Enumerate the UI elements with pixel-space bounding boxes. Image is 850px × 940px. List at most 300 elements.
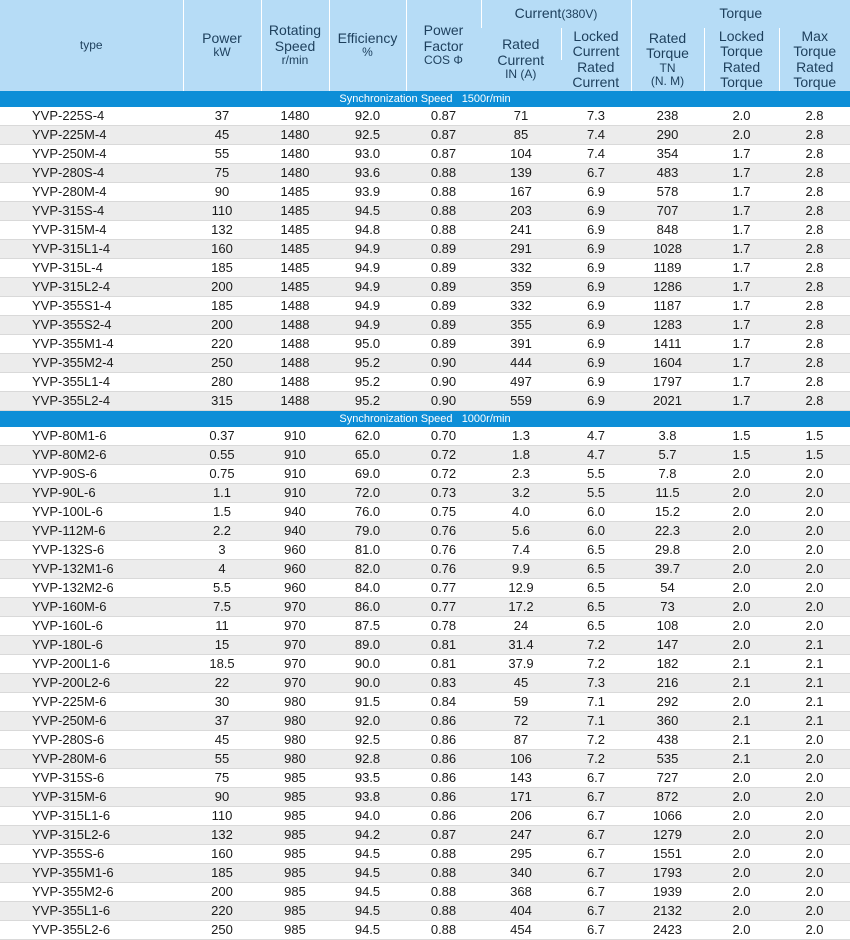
cell-speed: 980: [261, 711, 329, 730]
cell-speed: 910: [261, 464, 329, 483]
cell-locked-torque-ratio: 1.5: [704, 445, 779, 464]
table-row: [0, 654, 850, 673]
cell-efficiency: 95.2: [329, 353, 406, 372]
cell-type: YVP-160L-6: [0, 616, 183, 635]
cell-locked-current-ratio: 5.5: [561, 483, 631, 502]
cell-max-torque-ratio: 2.0: [779, 787, 850, 806]
cell-rated-current: 45: [481, 673, 561, 692]
cell-locked-torque-ratio: 2.0: [704, 825, 779, 844]
cell-efficiency: 65.0: [329, 445, 406, 464]
cell-locked-current-ratio: 6.7: [561, 844, 631, 863]
cell-type: YVP-355L2-4: [0, 391, 183, 410]
cell-efficiency: 89.0: [329, 635, 406, 654]
cell-max-torque-ratio: 2.1: [779, 673, 850, 692]
cell-efficiency: 90.0: [329, 654, 406, 673]
cell-power-factor: 0.89: [406, 258, 481, 277]
cell-locked-current-ratio: 6.9: [561, 296, 631, 315]
cell-rated-torque: 1066: [631, 806, 704, 825]
cell-efficiency: 92.5: [329, 125, 406, 144]
cell-locked-current-ratio: 6.7: [561, 882, 631, 901]
cell-speed: 1488: [261, 296, 329, 315]
cell-power-factor: 0.88: [406, 220, 481, 239]
cell-locked-current-ratio: 7.3: [561, 107, 631, 126]
cell-max-torque-ratio: 2.8: [779, 163, 850, 182]
cell-power: 160: [183, 844, 261, 863]
cell-type: YVP-355S1-4: [0, 296, 183, 315]
cell-max-torque-ratio: 2.1: [779, 711, 850, 730]
table-row: [0, 749, 850, 768]
cell-power-factor: 0.88: [406, 201, 481, 220]
cell-locked-current-ratio: 7.1: [561, 692, 631, 711]
cell-rated-current: 497: [481, 372, 561, 391]
cell-power: 55: [183, 144, 261, 163]
cell-type: YVP-355M2-6: [0, 882, 183, 901]
table-row: [0, 673, 850, 692]
table-row: [0, 372, 850, 391]
cell-locked-torque-ratio: 1.7: [704, 163, 779, 182]
cell-max-torque-ratio: 2.8: [779, 372, 850, 391]
cell-type: YVP-315S-4: [0, 201, 183, 220]
cell-locked-current-ratio: 6.9: [561, 391, 631, 410]
cell-rated-torque: 216: [631, 673, 704, 692]
table-row: [0, 353, 850, 372]
cell-efficiency: 93.0: [329, 144, 406, 163]
cell-rated-torque: 11.5: [631, 483, 704, 502]
cell-locked-current-ratio: 6.7: [561, 920, 631, 939]
cell-max-torque-ratio: 2.0: [779, 825, 850, 844]
cell-rated-current: 404: [481, 901, 561, 920]
cell-power: 132: [183, 220, 261, 239]
cell-speed: 1485: [261, 220, 329, 239]
header-max-torque: Max Torque: [779, 28, 850, 60]
cell-max-torque-ratio: 2.1: [779, 654, 850, 673]
cell-max-torque-ratio: 2.0: [779, 597, 850, 616]
cell-rated-torque: 848: [631, 220, 704, 239]
cell-locked-current-ratio: 6.5: [561, 559, 631, 578]
cell-efficiency: 94.5: [329, 863, 406, 882]
cell-locked-torque-ratio: 1.7: [704, 334, 779, 353]
cell-max-torque-ratio: 2.8: [779, 125, 850, 144]
cell-type: YVP-112M-6: [0, 521, 183, 540]
cell-locked-torque-ratio: 2.0: [704, 502, 779, 521]
cell-rated-torque: 182: [631, 654, 704, 673]
cell-max-torque-ratio: 2.0: [779, 768, 850, 787]
cell-locked-current-ratio: 7.3: [561, 673, 631, 692]
cell-power: 200: [183, 882, 261, 901]
cell-power: 0.75: [183, 464, 261, 483]
cell-efficiency: 94.9: [329, 277, 406, 296]
cell-rated-current: 340: [481, 863, 561, 882]
cell-locked-torque-ratio: 1.7: [704, 182, 779, 201]
cell-locked-torque-ratio: 2.0: [704, 901, 779, 920]
cell-locked-torque-ratio: 2.0: [704, 597, 779, 616]
cell-rated-current: 203: [481, 201, 561, 220]
cell-locked-current-ratio: 6.9: [561, 334, 631, 353]
cell-rated-torque: 29.8: [631, 540, 704, 559]
cell-locked-current-ratio: 6.7: [561, 768, 631, 787]
cell-power-factor: 0.83: [406, 673, 481, 692]
table-row: [0, 616, 850, 635]
cell-power-factor: 0.90: [406, 372, 481, 391]
cell-locked-current-ratio: 7.2: [561, 635, 631, 654]
cell-rated-torque: 108: [631, 616, 704, 635]
cell-type: YVP-315S-6: [0, 768, 183, 787]
section-rows-1500: [0, 107, 850, 411]
cell-rated-torque: 707: [631, 201, 704, 220]
cell-power: 220: [183, 334, 261, 353]
cell-locked-current-ratio: 6.5: [561, 578, 631, 597]
cell-power: 1.5: [183, 502, 261, 521]
table-row: [0, 220, 850, 239]
cell-locked-torque-ratio: 2.0: [704, 540, 779, 559]
cell-speed: 1488: [261, 353, 329, 372]
header-torque-group: Torque: [631, 0, 850, 28]
cell-rated-current: 355: [481, 315, 561, 334]
cell-rated-torque: 535: [631, 749, 704, 768]
cell-power-factor: 0.77: [406, 578, 481, 597]
cell-locked-current-ratio: 6.7: [561, 787, 631, 806]
cell-speed: 910: [261, 427, 329, 446]
cell-power-factor: 0.86: [406, 806, 481, 825]
cell-locked-current-ratio: 6.5: [561, 616, 631, 635]
header-type: type: [0, 0, 183, 91]
cell-locked-torque-ratio: 1.5: [704, 427, 779, 446]
cell-rated-current: 3.2: [481, 483, 561, 502]
cell-type: YVP-132M2-6: [0, 578, 183, 597]
cell-locked-torque-ratio: 1.7: [704, 258, 779, 277]
cell-power-factor: 0.86: [406, 711, 481, 730]
cell-max-torque-ratio: 2.0: [779, 806, 850, 825]
cell-efficiency: 94.5: [329, 920, 406, 939]
cell-type: YVP-315L1-4: [0, 239, 183, 258]
cell-efficiency: 94.5: [329, 901, 406, 920]
cell-locked-torque-ratio: 2.0: [704, 692, 779, 711]
cell-power: 37: [183, 711, 261, 730]
table-row: [0, 315, 850, 334]
cell-speed: 1488: [261, 315, 329, 334]
table-row: [0, 901, 850, 920]
cell-speed: 910: [261, 483, 329, 502]
cell-type: YVP-315L2-6: [0, 825, 183, 844]
table-row: [0, 483, 850, 502]
cell-max-torque-ratio: 2.8: [779, 315, 850, 334]
cell-max-torque-ratio: 2.8: [779, 277, 850, 296]
cell-efficiency: 93.5: [329, 768, 406, 787]
header-power-factor: Power Factor COS Φ: [406, 0, 481, 91]
cell-max-torque-ratio: 2.0: [779, 616, 850, 635]
table-row: [0, 635, 850, 654]
table-row: [0, 144, 850, 163]
cell-rated-torque: 1189: [631, 258, 704, 277]
cell-power: 18.5: [183, 654, 261, 673]
cell-power-factor: 0.87: [406, 107, 481, 126]
cell-locked-current-ratio: 6.7: [561, 163, 631, 182]
header-locked-current-divisor: Rated Current: [561, 60, 631, 91]
cell-max-torque-ratio: 2.8: [779, 239, 850, 258]
cell-rated-current: 37.9: [481, 654, 561, 673]
header-max-torque-divisor: Rated Torque: [779, 60, 850, 91]
cell-speed: 1488: [261, 372, 329, 391]
cell-locked-torque-ratio: 1.7: [704, 201, 779, 220]
cell-rated-torque: 1797: [631, 372, 704, 391]
cell-type: YVP-250M-4: [0, 144, 183, 163]
cell-power-factor: 0.89: [406, 277, 481, 296]
cell-locked-torque-ratio: 1.7: [704, 220, 779, 239]
cell-power-factor: 0.86: [406, 768, 481, 787]
cell-rated-torque: 872: [631, 787, 704, 806]
table-row: [0, 730, 850, 749]
table-row: [0, 163, 850, 182]
table-row: [0, 125, 850, 144]
cell-max-torque-ratio: 2.1: [779, 692, 850, 711]
cell-power-factor: 0.70: [406, 427, 481, 446]
cell-locked-current-ratio: 5.5: [561, 464, 631, 483]
cell-max-torque-ratio: 2.0: [779, 578, 850, 597]
cell-rated-torque: 1187: [631, 296, 704, 315]
cell-max-torque-ratio: 2.8: [779, 107, 850, 126]
cell-efficiency: 94.2: [329, 825, 406, 844]
cell-max-torque-ratio: 2.8: [779, 220, 850, 239]
cell-rated-current: 5.6: [481, 521, 561, 540]
cell-power: 11: [183, 616, 261, 635]
cell-type: YVP-355S2-4: [0, 315, 183, 334]
cell-rated-current: 59: [481, 692, 561, 711]
cell-efficiency: 69.0: [329, 464, 406, 483]
table-header: [0, 0, 850, 91]
cell-power: 45: [183, 730, 261, 749]
header-power: Power kW: [183, 0, 261, 91]
cell-locked-torque-ratio: 1.7: [704, 391, 779, 410]
cell-max-torque-ratio: 2.8: [779, 391, 850, 410]
cell-rated-torque: 15.2: [631, 502, 704, 521]
cell-power: 185: [183, 296, 261, 315]
cell-power-factor: 0.73: [406, 483, 481, 502]
cell-type: YVP-132S-6: [0, 540, 183, 559]
cell-type: YVP-315L2-4: [0, 277, 183, 296]
cell-power-factor: 0.89: [406, 315, 481, 334]
cell-max-torque-ratio: 2.0: [779, 863, 850, 882]
cell-efficiency: 62.0: [329, 427, 406, 446]
section-title: Synchronization Speed 1500r/min: [0, 91, 850, 107]
cell-locked-torque-ratio: 2.0: [704, 107, 779, 126]
cell-locked-current-ratio: 6.7: [561, 901, 631, 920]
cell-type: YVP-355L1-6: [0, 901, 183, 920]
cell-type: YVP-200L2-6: [0, 673, 183, 692]
cell-locked-torque-ratio: 2.0: [704, 844, 779, 863]
cell-speed: 940: [261, 502, 329, 521]
cell-rated-current: 4.0: [481, 502, 561, 521]
cell-power: 0.55: [183, 445, 261, 464]
table-row: [0, 296, 850, 315]
cell-rated-torque: 354: [631, 144, 704, 163]
cell-power-factor: 0.90: [406, 391, 481, 410]
cell-locked-current-ratio: 6.9: [561, 372, 631, 391]
cell-max-torque-ratio: 2.8: [779, 182, 850, 201]
cell-type: YVP-225M-4: [0, 125, 183, 144]
cell-locked-torque-ratio: 2.0: [704, 578, 779, 597]
cell-type: YVP-315L1-6: [0, 806, 183, 825]
cell-efficiency: 93.8: [329, 787, 406, 806]
cell-locked-current-ratio: 6.9: [561, 220, 631, 239]
cell-power-factor: 0.84: [406, 692, 481, 711]
cell-efficiency: 86.0: [329, 597, 406, 616]
cell-max-torque-ratio: 2.0: [779, 483, 850, 502]
cell-rated-torque: 1283: [631, 315, 704, 334]
cell-locked-torque-ratio: 2.0: [704, 559, 779, 578]
cell-rated-torque: 1793: [631, 863, 704, 882]
table-row: [0, 201, 850, 220]
cell-rated-current: 31.4: [481, 635, 561, 654]
section-rows-1000: [0, 427, 850, 940]
cell-rated-torque: 2423: [631, 920, 704, 939]
cell-locked-current-ratio: 7.4: [561, 144, 631, 163]
cell-max-torque-ratio: 2.0: [779, 882, 850, 901]
cell-type: YVP-225M-6: [0, 692, 183, 711]
cell-efficiency: 92.0: [329, 107, 406, 126]
cell-power-factor: 0.81: [406, 635, 481, 654]
header-rated-torque: Rated Torque TN (N. M): [631, 28, 704, 91]
cell-power: 90: [183, 182, 261, 201]
cell-rated-current: 368: [481, 882, 561, 901]
cell-type: YVP-315M-4: [0, 220, 183, 239]
section-title: Synchronization Speed 1000r/min: [0, 410, 850, 427]
cell-type: YVP-315M-6: [0, 787, 183, 806]
table-row: [0, 391, 850, 410]
cell-rated-current: 247: [481, 825, 561, 844]
cell-power-factor: 0.86: [406, 787, 481, 806]
cell-power-factor: 0.88: [406, 182, 481, 201]
table-row: [0, 334, 850, 353]
cell-power: 280: [183, 372, 261, 391]
cell-speed: 1485: [261, 239, 329, 258]
cell-efficiency: 94.8: [329, 220, 406, 239]
cell-rated-current: 17.2: [481, 597, 561, 616]
cell-type: YVP-315L-4: [0, 258, 183, 277]
cell-power: 5.5: [183, 578, 261, 597]
table-row: [0, 559, 850, 578]
cell-locked-current-ratio: 6.9: [561, 277, 631, 296]
cell-power: 185: [183, 863, 261, 882]
cell-locked-current-ratio: 6.7: [561, 825, 631, 844]
cell-power-factor: 0.88: [406, 882, 481, 901]
table-row: [0, 863, 850, 882]
cell-rated-current: 444: [481, 353, 561, 372]
cell-rated-current: 559: [481, 391, 561, 410]
header-locked-current: Locked Current: [561, 28, 631, 60]
cell-speed: 970: [261, 673, 329, 692]
cell-rated-current: 71: [481, 107, 561, 126]
cell-power-factor: 0.72: [406, 464, 481, 483]
cell-power-factor: 0.88: [406, 901, 481, 920]
cell-rated-torque: 22.3: [631, 521, 704, 540]
cell-locked-torque-ratio: 2.0: [704, 464, 779, 483]
cell-power: 200: [183, 277, 261, 296]
cell-efficiency: 95.2: [329, 372, 406, 391]
cell-rated-current: 167: [481, 182, 561, 201]
cell-locked-current-ratio: 6.9: [561, 315, 631, 334]
cell-power: 0.37: [183, 427, 261, 446]
cell-speed: 940: [261, 521, 329, 540]
cell-locked-current-ratio: 6.0: [561, 502, 631, 521]
cell-locked-torque-ratio: 2.0: [704, 768, 779, 787]
cell-locked-current-ratio: 6.5: [561, 597, 631, 616]
table-row: [0, 692, 850, 711]
cell-power-factor: 0.87: [406, 125, 481, 144]
cell-rated-torque: 5.7: [631, 445, 704, 464]
cell-efficiency: 94.5: [329, 882, 406, 901]
cell-rated-torque: 39.7: [631, 559, 704, 578]
cell-rated-current: 12.9: [481, 578, 561, 597]
cell-locked-current-ratio: 7.2: [561, 654, 631, 673]
cell-locked-torque-ratio: 1.7: [704, 353, 779, 372]
cell-locked-current-ratio: 4.7: [561, 445, 631, 464]
cell-power: 315: [183, 391, 261, 410]
table-row: [0, 806, 850, 825]
cell-rated-current: 24: [481, 616, 561, 635]
cell-rated-torque: 2132: [631, 901, 704, 920]
cell-speed: 980: [261, 692, 329, 711]
cell-power-factor: 0.76: [406, 521, 481, 540]
cell-efficiency: 92.0: [329, 711, 406, 730]
cell-speed: 985: [261, 863, 329, 882]
cell-type: YVP-355M1-4: [0, 334, 183, 353]
cell-max-torque-ratio: 2.0: [779, 730, 850, 749]
cell-rated-torque: 292: [631, 692, 704, 711]
table-row: [0, 711, 850, 730]
header-locked-torque-divisor: Rated Torque: [704, 60, 779, 91]
cell-locked-torque-ratio: 1.7: [704, 239, 779, 258]
cell-rated-current: 1.8: [481, 445, 561, 464]
cell-rated-current: 2.3: [481, 464, 561, 483]
cell-rated-torque: 7.8: [631, 464, 704, 483]
cell-rated-torque: 1286: [631, 277, 704, 296]
cell-efficiency: 82.0: [329, 559, 406, 578]
cell-type: YVP-100L-6: [0, 502, 183, 521]
cell-efficiency: 95.2: [329, 391, 406, 410]
cell-type: YVP-200L1-6: [0, 654, 183, 673]
cell-locked-torque-ratio: 2.0: [704, 920, 779, 939]
cell-power-factor: 0.87: [406, 825, 481, 844]
cell-power-factor: 0.86: [406, 730, 481, 749]
cell-power-factor: 0.87: [406, 144, 481, 163]
cell-efficiency: 94.5: [329, 844, 406, 863]
cell-type: YVP-355L1-4: [0, 372, 183, 391]
cell-max-torque-ratio: 2.8: [779, 296, 850, 315]
cell-locked-current-ratio: 6.0: [561, 521, 631, 540]
cell-efficiency: 94.9: [329, 258, 406, 277]
cell-max-torque-ratio: 2.0: [779, 540, 850, 559]
cell-speed: 960: [261, 578, 329, 597]
cell-power: 1.1: [183, 483, 261, 502]
cell-max-torque-ratio: 2.8: [779, 258, 850, 277]
cell-locked-torque-ratio: 1.7: [704, 144, 779, 163]
cell-power-factor: 0.72: [406, 445, 481, 464]
cell-locked-torque-ratio: 1.7: [704, 372, 779, 391]
cell-rated-current: 7.4: [481, 540, 561, 559]
cell-locked-torque-ratio: 2.0: [704, 806, 779, 825]
cell-power: 45: [183, 125, 261, 144]
cell-rated-current: 1.3: [481, 427, 561, 446]
cell-type: YVP-280S-6: [0, 730, 183, 749]
cell-rated-torque: 73: [631, 597, 704, 616]
cell-power-factor: 0.81: [406, 654, 481, 673]
table-row: [0, 768, 850, 787]
cell-power: 37: [183, 107, 261, 126]
cell-locked-torque-ratio: 2.0: [704, 635, 779, 654]
cell-speed: 985: [261, 882, 329, 901]
cell-locked-torque-ratio: 2.0: [704, 863, 779, 882]
cell-max-torque-ratio: 2.0: [779, 844, 850, 863]
